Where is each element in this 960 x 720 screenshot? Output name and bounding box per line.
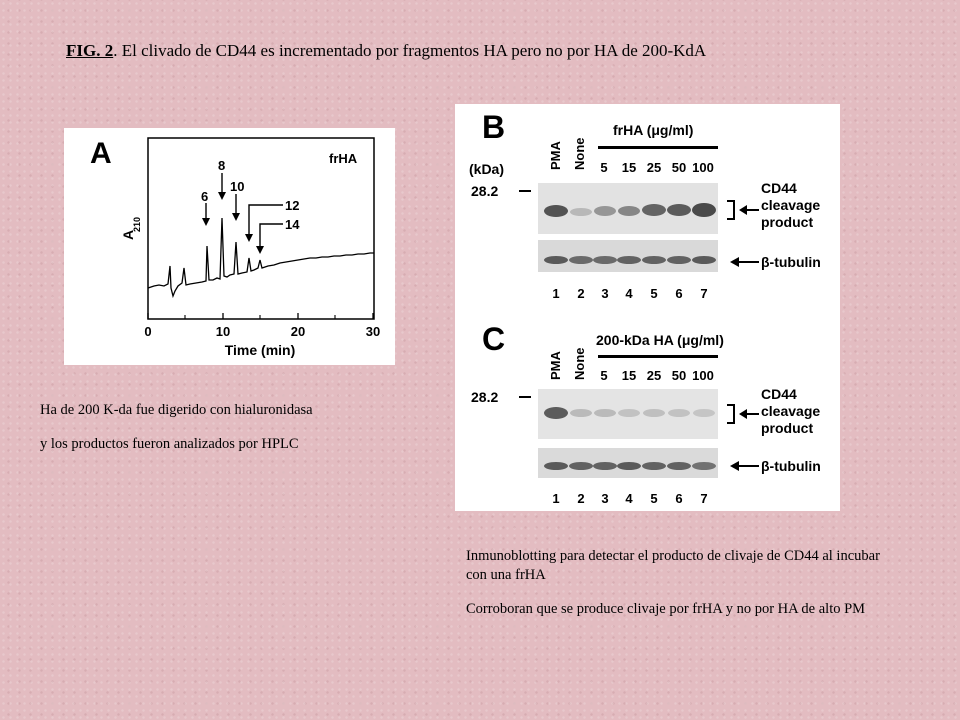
panel-c-lane-3: 3 xyxy=(601,491,609,506)
x-tick-30: 30 xyxy=(365,324,381,339)
panel-c-conc-50: 50 xyxy=(671,368,687,383)
peak-arrowhead-6 xyxy=(202,218,210,226)
panel-b-lane-header-pma: PMA xyxy=(548,141,563,170)
x-axis-label: Time (min) xyxy=(224,342,296,358)
panel-b-conc-50: 50 xyxy=(671,160,687,175)
panel-c-conc-5: 5 xyxy=(600,368,608,383)
panel-b-lane-4: 4 xyxy=(625,286,633,301)
panel-c-treatment-bar xyxy=(598,355,718,358)
panel-b-letter: B xyxy=(482,109,506,145)
panel-b-conc-5: 5 xyxy=(600,160,608,175)
panel-b-conc-25: 25 xyxy=(646,160,662,175)
y-axis-subscript: 210 xyxy=(132,216,142,232)
panel-c-lane-header-pma: PMA xyxy=(548,351,563,380)
panel-b-product-label-3: product xyxy=(761,214,814,230)
figure-title-text: . El clivado de CD44 es incrementado por fragmentos HA pero no por HA de 200-KdA xyxy=(113,41,707,60)
panel-b-treatment-bar xyxy=(598,146,718,149)
panel-c-lane-5: 5 xyxy=(650,491,658,506)
peak-arrowhead-12 xyxy=(245,234,253,242)
y-axis-label: A xyxy=(120,229,136,240)
panel-c-product-label-1: CD44 xyxy=(761,386,797,402)
panel-c-conc-25: 25 xyxy=(646,368,662,383)
panel-b-conc-15: 15 xyxy=(621,160,637,175)
panel-b-product-label-1: CD44 xyxy=(761,180,797,196)
panel-c-bracket xyxy=(727,405,734,423)
immunoblot-panel xyxy=(455,104,840,511)
panel-b-kda-label: (kDa) xyxy=(469,161,505,177)
panel-c-lane-1: 1 xyxy=(552,491,560,506)
panel-c-product-label-2: cleavage xyxy=(761,403,821,419)
peak-arrowhead-8 xyxy=(218,192,226,200)
panel-c-lane-7: 7 xyxy=(700,491,708,506)
panel-b-tubulin-label: β-tubulin xyxy=(761,254,821,270)
figure-title xyxy=(66,40,756,62)
panel-a-caption-line-2: y los productos fueron analizados por HPLC xyxy=(40,436,299,452)
panel-b-lane-2: 2 xyxy=(577,286,585,301)
sample-label: frHA xyxy=(329,151,358,166)
panel-c-treatment-label: 200-kDa HA (μg/ml) xyxy=(596,332,724,348)
x-tick-10: 10 xyxy=(215,324,231,339)
panel-c-tubulin-label: β-tubulin xyxy=(761,458,821,474)
figure-label: FIG. 2 xyxy=(66,41,114,60)
peak-arrow-12 xyxy=(249,205,283,236)
panel-c-lane-2: 2 xyxy=(577,491,585,506)
peak-arrow-14 xyxy=(260,224,283,248)
panel-b-bracket xyxy=(727,201,734,219)
panel-c-lane-header-none: None xyxy=(572,347,587,380)
panel-b-caption-line-1: Inmunoblotting para detectar el producto de clivaje de CD44 al incubar con una frHA xyxy=(466,548,880,583)
panel-a-caption-line-1: Ha de 200 K-da fue digerido con hialuronidasa xyxy=(40,402,313,418)
panel-b-marker: 28.2 xyxy=(471,183,499,199)
peak-label-10: 10 xyxy=(230,179,245,194)
panel-c-marker: 28.2 xyxy=(471,389,499,405)
panel-b-conc-100: 100 xyxy=(692,160,714,175)
panel-a-letter: A xyxy=(90,137,112,170)
panel-b-lane-1: 1 xyxy=(552,286,560,301)
peak-arrowhead-14 xyxy=(256,246,264,254)
panel-c-letter: C xyxy=(482,321,506,357)
panel-c-conc-100: 100 xyxy=(692,368,714,383)
panel-b-lane-7: 7 xyxy=(700,286,708,301)
panel-b-product-label-2: cleavage xyxy=(761,197,821,213)
peak-arrowhead-10 xyxy=(232,213,240,221)
panel-c-product-label-3: product xyxy=(761,420,814,436)
peak-label-12: 12 xyxy=(285,198,300,213)
panel-b-lane-3: 3 xyxy=(601,286,609,301)
panel-b-lane-header-none: None xyxy=(572,137,587,170)
panel-c-lane-4: 4 xyxy=(625,491,633,506)
panel-c-lane-6: 6 xyxy=(675,491,683,506)
panel-b-lane-6: 6 xyxy=(675,286,683,301)
panel-b-lane-5: 5 xyxy=(650,286,658,301)
chromatogram-trace xyxy=(148,218,374,296)
panel-c-conc-15: 15 xyxy=(621,368,637,383)
peak-label-14: 14 xyxy=(285,217,300,232)
peak-label-6: 6 xyxy=(201,189,209,204)
panel-b-treatment-label: frHA (μg/ml) xyxy=(613,122,694,138)
peak-label-8: 8 xyxy=(218,158,226,173)
x-tick-0: 0 xyxy=(144,324,152,339)
x-tick-20: 20 xyxy=(290,324,306,339)
panel-b-caption-line-2: Corroboran que se produce clivaje por frHA y no por HA de alto PM xyxy=(466,601,866,617)
hplc-chromatogram-panel xyxy=(64,128,395,365)
panel-b-tubulin-blot xyxy=(538,240,718,272)
